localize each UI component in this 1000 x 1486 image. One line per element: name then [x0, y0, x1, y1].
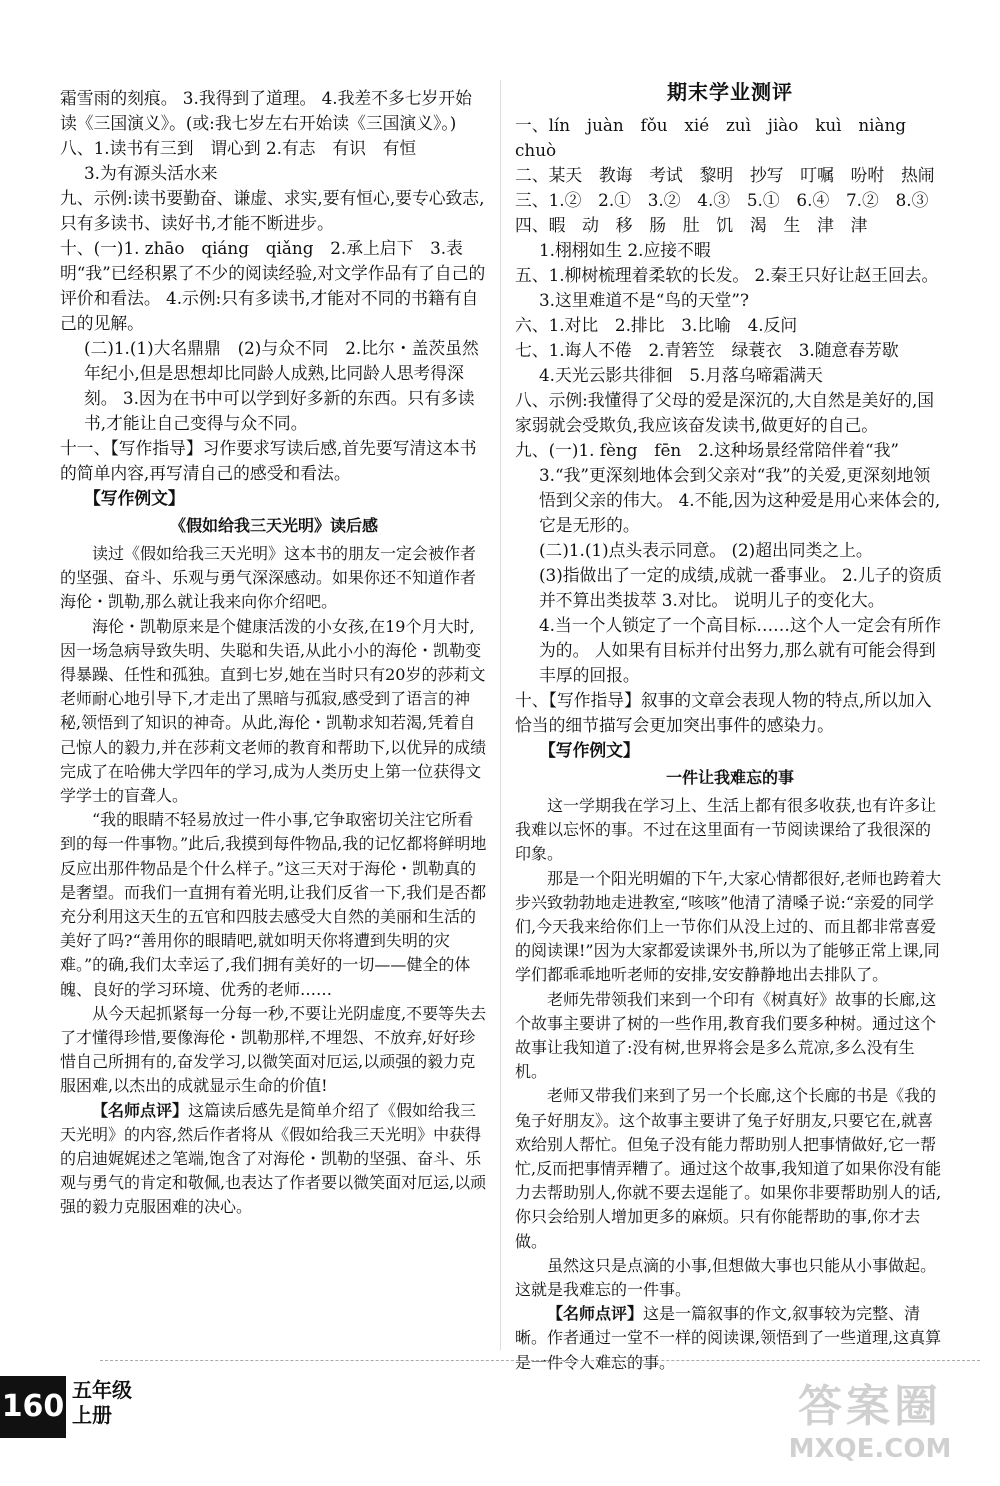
essay-title: 一件让我难忘的事: [665, 768, 794, 787]
page-number: 160: [0, 1376, 66, 1438]
answer-line: 3.为有源头活水来: [84, 163, 218, 183]
essay-paragraph: 老师先带领我们来到一个印有《树真好》故事的长廊,这个故事主要讲了树的一些作用,教育我们要多种树。通过这个故事让我知道了:没有树,世界将会是多么荒凉,多么没有生机。: [515, 989, 937, 1082]
answer-line: 十、【写作指导】叙事的文章会表现人物的特点,所以加入恰当的细节描写会更加突出事件的感染力。: [515, 690, 932, 735]
volume-text: 上册: [72, 1403, 112, 1427]
answer-line: 九、(一)1. fèng fēn 2.这种场景经常陪伴着“我”: [515, 440, 899, 460]
answer-line: (3)指做出了一定的成绩,成就一番事业。 2.儿子的资质并不算出类拔萃 3.对比。 说明儿子的变化大。: [539, 565, 942, 610]
comment-text: 这篇读后感先是简单介绍了《假如给我三天光明》的内容,然后作者将从《假如给我三天光明》中获得的启迪娓娓述之笔端,饱含了对海伦・凯勒的坚强、奋斗、乐观与勇气的肯定和敬佩,也表达了作者要以微笑面对厄运,以顽强的毅力克服困难的决心。: [60, 1100, 487, 1217]
essay-paragraph: 海伦・凯勒原来是个健康活泼的小女孩,在19个月大时,因一场急病导致失明、失聪和失语,从此小小的海伦・凯勒变得暴躁、任性和孤独。直到七岁,她在当时只有20岁的莎莉文老师耐心地引导下,才走出了黑暗与孤寂,感受到了语言的神秘,领悟到了知识的神奇。从此,海伦・凯勒求知若渴,凭着自己惊人的毅力,并在莎莉文老师的教育和帮助下,以优异的成绩完成了在哈佛大学四年的学习,成为人类历史上第一位获得文学学士的盲聋人。: [60, 616, 487, 806]
comment-tag: 【名师点评】: [92, 1100, 189, 1120]
answer-line: 4.当一个人锁定了一个高目标……这个人一定会有所作为的。 人如果有目标并付出努力,那么就有可能会得到丰厚的回报。: [539, 615, 941, 685]
footer-divider: [100, 1360, 980, 1361]
section-title: 期末学业测评: [667, 80, 793, 104]
answer-line: 1.栩栩如生 2.应接不暇: [539, 240, 711, 260]
teacher-comment: [515, 1302, 945, 1375]
example-tag: 【写作例文】: [539, 740, 640, 760]
essay-body: [515, 794, 945, 1375]
watermark-logo: [770, 1380, 970, 1480]
watermark-url: MXQE.COM: [788, 1434, 952, 1464]
grade-label: [72, 1378, 132, 1428]
essay-paragraph: 虽然这只是点滴的小事,但想做大事也只能从小事做起。这就是我难忘的一件事。: [515, 1255, 937, 1300]
answer-line: 3.“我”更深刻地体会到父亲对“我”的关爱,更深刻地领悟到父亲的伟大。 4.不能,因为这种爱是用心来体会的,它是无形的。: [539, 465, 941, 535]
answer-line: 三、1.② 2.① 3.② 4.③ 5.① 6.④ 7.② 8.③: [515, 190, 929, 210]
essay-body: [60, 542, 488, 1220]
answer-line: (二)1.(1)点头表示同意。 (2)超出同类之上。: [539, 540, 873, 560]
example-tag: 【写作例文】: [84, 488, 185, 508]
left-column: [60, 86, 488, 1220]
answer-line: 十一、【写作指导】习作要求写读后感,首先要写清这本书的简单内容,再写清自己的感受和看法。: [60, 438, 477, 483]
right-column: [515, 80, 945, 1375]
teacher-comment: [60, 1099, 488, 1220]
essay-paragraph: 从今天起抓紧每一分每一秒,不要让光阴虚度,不要等失去了才懂得珍惜,要像海伦・凯勒那样,不埋怨、不放弃,好好珍惜自己所拥有的,奋发学习,以微笑面对厄运,以顽强的毅力克服困难,以杰出的成就显示生命的价值!: [60, 1003, 487, 1096]
answer-line: 3.这里难道不是“鸟的天堂”?: [539, 290, 749, 310]
answer-line: 四、暇 动 移 肠 肚 饥 渴 生 津 津: [515, 215, 868, 235]
grade-text: 五年级: [72, 1378, 132, 1402]
answer-line: 六、1.对比 2.排比 3.比喻 4.反问: [515, 315, 798, 335]
essay-paragraph: 这一学期我在学习上、生活上都有很多收获,也有许多让我难以忘怀的事。不过在这里面有一节阅读课给了我很深的印象。: [515, 796, 937, 864]
answer-line: (二)1.(1)大名鼎鼎 (2)与众不同 2.比尔・盖茨虽然年纪小,但是思想却比同龄人成熟,比同龄人思考得深刻。 3.因为在书中可以学到好多新的东西。只有多读书,才能让自己变得与众不同。: [84, 338, 479, 433]
answer-line: 八、1.读书有三到 谓心到 2.有志 有识 有恒: [60, 138, 417, 158]
comment-tag: 【名师点评】: [547, 1304, 644, 1324]
answer-line: 七、1.诲人不倦 2.青箬笠 绿蓑衣 3.随意春芳歇: [515, 340, 899, 360]
answer-line: 二、某天 教诲 考试 黎明 抄写 叮嘱 吩咐 热闹: [515, 165, 935, 185]
watermark-text: 答案圈: [798, 1381, 942, 1432]
answer-line: 4.天光云影共徘徊 5.月落乌啼霜满天: [539, 365, 823, 385]
answer-line: 五、1.柳树梳理着柔软的长发。 2.秦王只好让赵王回去。: [515, 265, 939, 285]
answer-line: 九、示例:读书要勤奋、谦虚、求实,要有恒心,要专心致志,只有多读书、读好书,才能不断进步。: [60, 188, 485, 233]
essay-paragraph: “我的眼睛不轻易放过一件小事,它争取密切关注它所看到的每一件事物。”此后,我摸到每件物品,我的记忆都将鲜明地反应出那件物品是个什么样子。”这三天对于海伦・凯勒真的是奢望。而我们一直拥有着光明,让我们反省一下,我们是否都充分利用这天生的五官和四肢去感受大自然的美丽和生活的美好了吗?“善用你的眼睛吧,就如明天你将遭到失明的灾难。”的确,我们太幸运了,我们拥有美好的一切——健全的体魄、良好的学习环境、优秀的老师……: [60, 810, 487, 999]
essay-title: 《假如给我三天光明》读后感: [169, 516, 378, 535]
answer-line: 一、lín juàn fǒu xié zuì jiào kuì niàng chuò: [515, 115, 923, 160]
answer-line: 霜雪雨的刻痕。 3.我得到了道理。 4.我差不多七岁开始读《三国演义》。(或:我七岁左右开始读《三国演义》。): [60, 88, 472, 133]
comment-text: 这是一篇叙事的作文,叙事较为完整、清晰。作者通过一堂不一样的阅读课,领悟到了一些道理,这真算是一件令人难忘的事。: [515, 1304, 942, 1372]
essay-paragraph: 那是一个阳光明媚的下午,大家心情都很好,老师也跨着大步兴致勃勃地走进教室,“咳咳”他清了清嗓子说:“亲爱的同学们,今天我来给你们上一节你们从没上过的、而且都非常喜爱的阅读课!”因为大家都爱读课外书,所以为了能够正常上课,同学们都乖乖地听老师的安排,安安静静地出去排队了。: [515, 868, 942, 985]
column-divider: [500, 80, 501, 1350]
answer-line: 十、(一)1. zhāo qiáng qiǎng 2.承上启下 3.表明“我”已经积累了不少的阅读经验,对文学作品有了自己的评价和看法。 4.示例:只有多读书,才能对不同的书籍有自己的见解。: [60, 238, 486, 333]
answer-line: 八、示例:我懂得了父母的爱是深沉的,大自然是美好的,国家弱就会受欺负,我应该奋发读书,做更好的自己。: [515, 390, 935, 435]
essay-paragraph: 老师又带我们来到了另一个长廊,这个长廊的书是《我的兔子好朋友》。这个故事主要讲了兔子好朋友,只要它在,就喜欢给别人帮忙。但兔子没有能力帮助别人把事情做好,它一帮忙,反而把事情弄糟了。通过这个故事,我知道了如果你没有能力去帮助别人,你就不要去逞能了。如果你非要帮助别人的话,你只会给别人增加更多的麻烦。只有你能帮助的事,你才去做。: [515, 1086, 942, 1251]
essay-paragraph: 读过《假如给我三天光明》这本书的朋友一定会被作者的坚强、奋斗、乐观与勇气深深感动。如果你还不知道作者海伦・凯勒,那么就让我来向你介绍吧。: [60, 544, 477, 612]
